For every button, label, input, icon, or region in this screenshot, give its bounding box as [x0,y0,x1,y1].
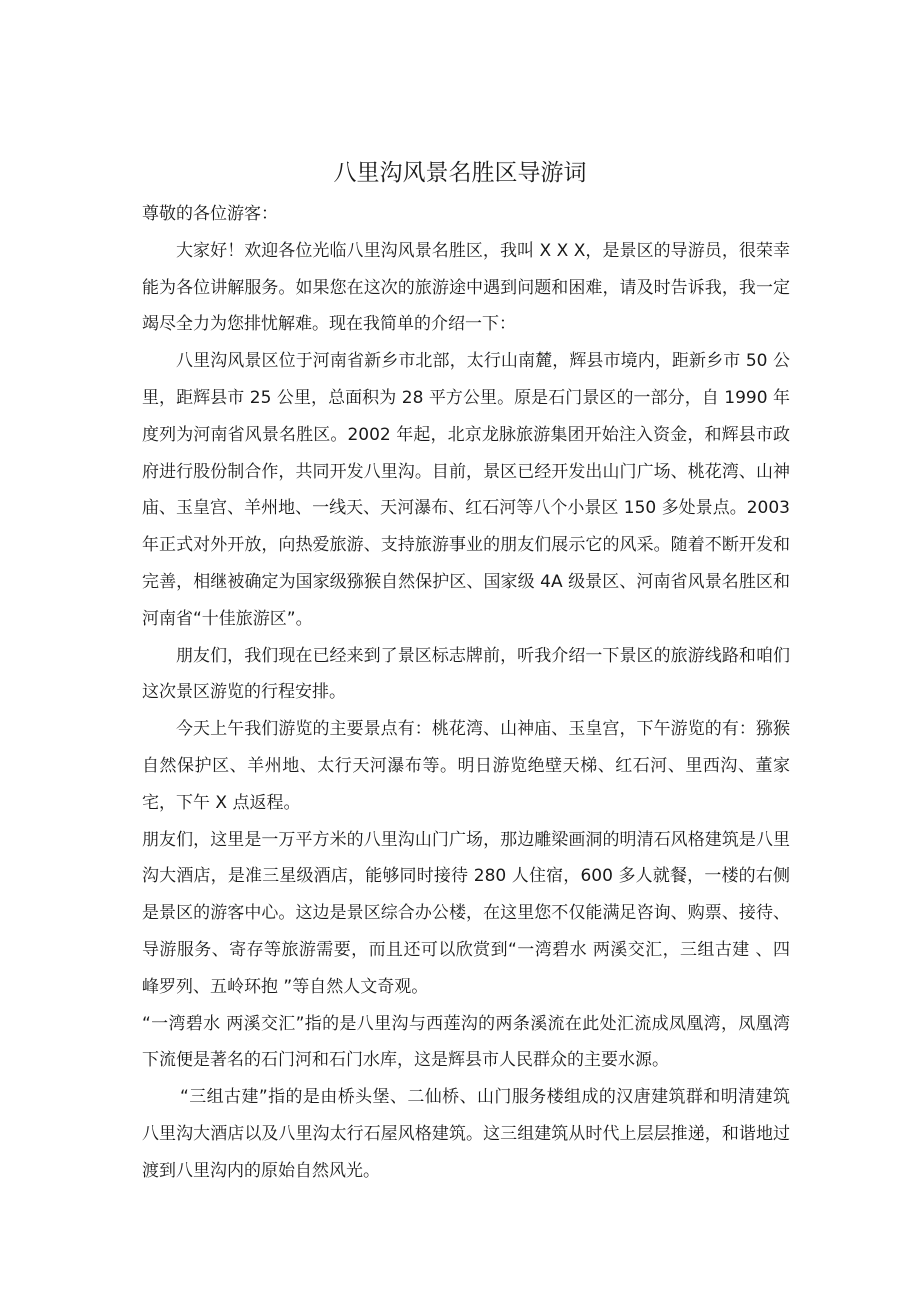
scenic-area-intro-paragraph: 八里沟风景区位于河南省新乡市北部，太行山南麓，辉县市境内，距新乡市 50 公里，距辉县市 25 公里，总面积为 28 平方公里。原是石门景区的一部分，自 1990 年度列为河南省风景名胜区。2002 年起，北京龙脉旅游集团开始注入资金，和辉县市政府进行股份制合作，共同开发八里沟。目前，景区已经开发出山门广场、桃花湾、山神庙、玉皇宫、羊州地、一线天、天河瀑布、红石河等八个小景区 150 多处景点。2003 年正式对外开放，向热爱旅游、支持旅游事业的朋友们展示它的风采。随着不断开发和完善，相继被确定为国家级猕猴自然保护区、国家级 4A 级景区、河南省风景名胜区和河南省“十佳旅游区”。 [142,351,790,629]
welcome-paragraph: 大家好！欢迎各位光临八里沟风景名胜区，我叫 X X X，是景区的导游员，很荣幸能为各位讲解服务。如果您在这次的旅游途中遇到问题和困难，请及时告诉我，我一定竭尽全力为您排忧解难。现在我简单的介绍一下： [142,240,790,335]
ancient-buildings-paragraph: “三组古建”指的是由桥头堡、二仙桥、山门服务楼组成的汉唐建筑群和明清建筑八里沟大酒店以及八里沟太行石屋风格建筑。这三组建筑从时代上层层推递，和谐地过渡到八里沟内的原始自然风光。 [142,1087,790,1181]
document-body [142,196,790,1190]
route-intro-paragraph: 朋友们，我们现在已经来到了景区标志牌前，听我介绍一下景区的旅游线路和咱们这次景区游览的行程安排。 [142,645,790,703]
salutation-paragraph: 尊敬的各位游客： [142,204,278,224]
document-title: 八里沟风景名胜区导游词 [333,160,587,186]
streams-paragraph: “一湾碧水 两溪交汇”指的是八里沟与西莲沟的两条溪流在此处汇流成凤凰湾，凤凰湾下流便是著名的石门河和石门水库，这是辉县市人民群众的主要水源。 [142,1013,790,1071]
itinerary-paragraph: 今天上午我们游览的主要景点有：桃花湾、山神庙、玉皇宫，下午游览的有：猕猴自然保护区、羊州地、太行天河瀑布等。明日游览绝壁天梯、红石河、里西沟、董家宅，下午 X 点返程。 [142,719,790,813]
gate-square-paragraph: 朋友们，这里是一万平方米的八里沟山门广场，那边雕梁画洞的明清石风格建筑是八里沟大酒店，是准三星级酒店，能够同时接待 280 人住宿，600 多人就餐，一楼的右侧是景区的游客中心。这边是景区综合办公楼，在这里您不仅能满足咨询、购票、接待、导游服务、寄存等旅游需要，而且还可以欣赏到“一湾碧水 两溪交汇，三组古建 、四峰罗列、五岭环抱 ”等自然人文奇观。 [142,829,790,997]
